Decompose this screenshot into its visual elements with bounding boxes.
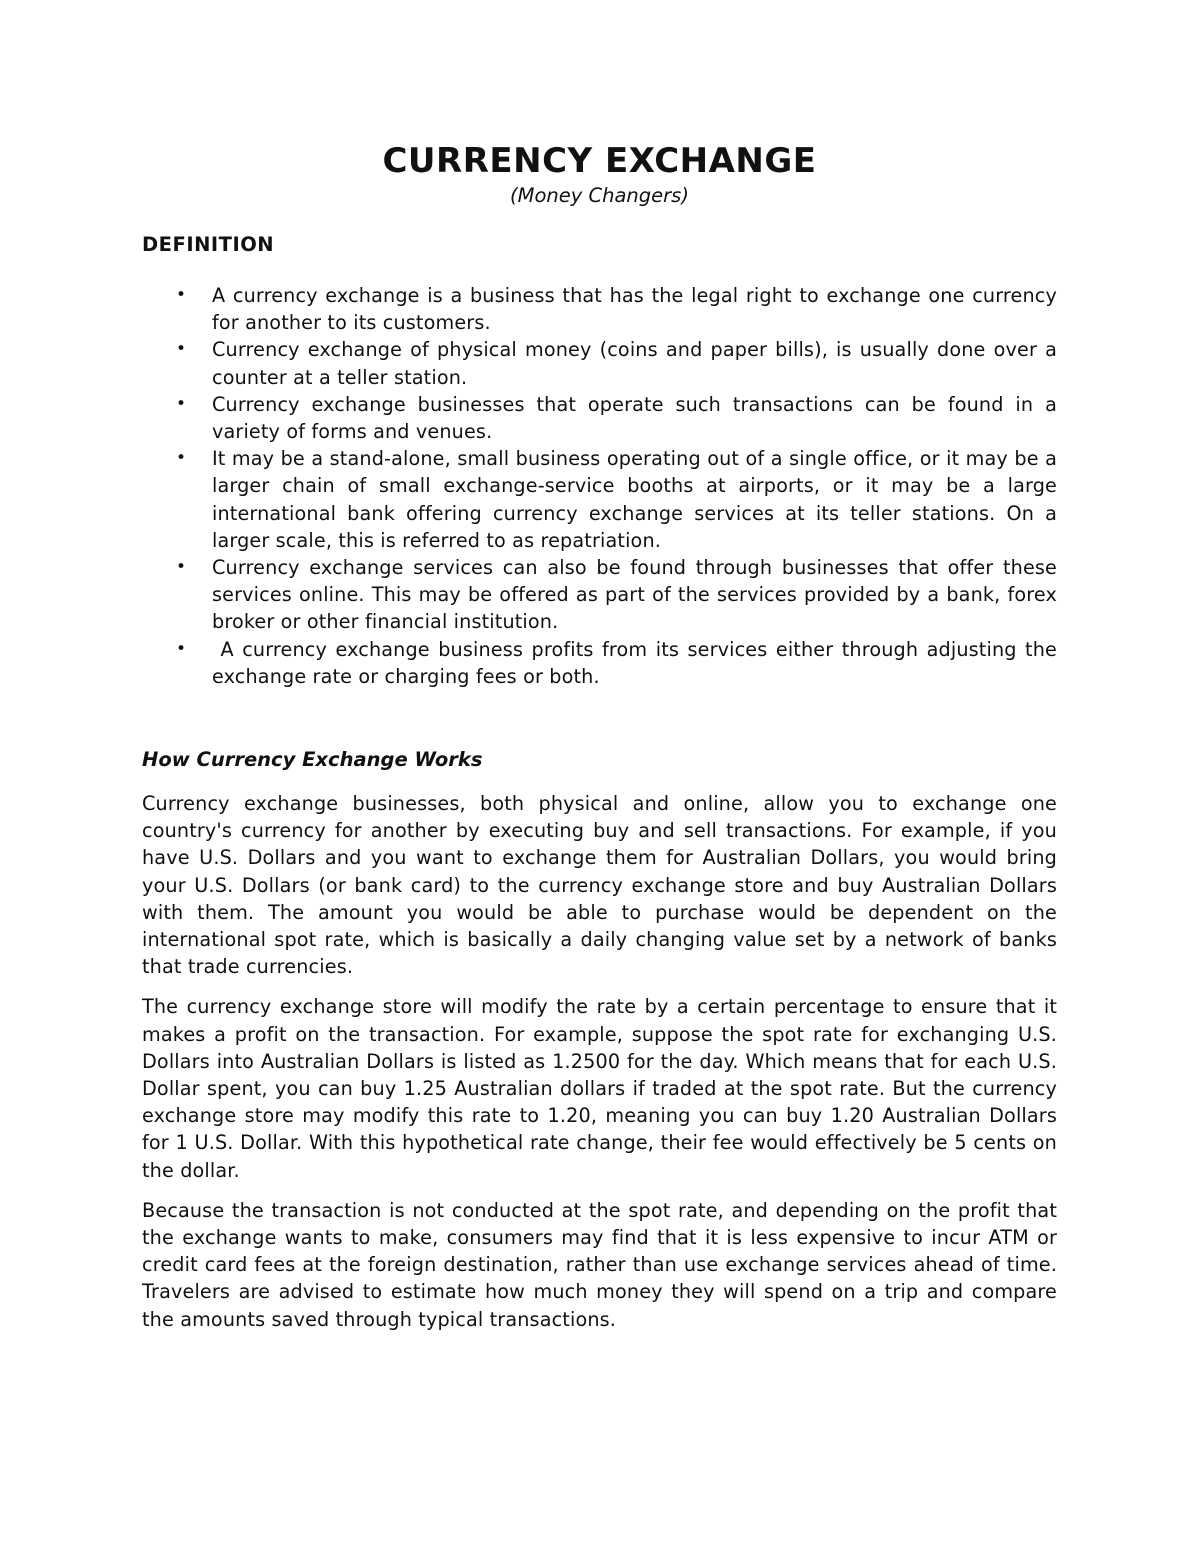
paragraph: Because the transaction is not conducted at the spot rate, and depending on the profit that the exchange wants to make, consumers may find that it is less expensive to incur ATM or credit card fees at the foreign destination, rather than use exchange services ahead of time. Travelers are advised to estimate how much money they will spend on a trip and compare the amounts saved through typical transactions. <box>142 1198 1057 1331</box>
definition-heading: DEFINITION <box>142 233 275 256</box>
list-item <box>142 282 1057 336</box>
paragraph: The currency exchange store will modify the rate by a certain percentage to ensure that it makes a profit on the transaction. For example, suppose the spot rate for exchanging U.S. Dollars into Australian Dollars is listed as 1.2500 for the day. Which means that for each U.S. Dollar spent, you can buy 1.25 Australian dollars if traded at the spot rate. But the currency exchange store may modify this rate to 1.20, meaning you can buy 1.20 Australian Dollars for 1 U.S. Dollar. With this hypothetical rate change, their fee would effectively be 5 cents on the dollar. <box>142 995 1057 1182</box>
bullet-icon: • <box>176 448 187 469</box>
paragraph: Currency exchange businesses, both physical and online, allow you to exchange one country's currency for another by executing buy and sell transactions. For example, if you have U.S. Dollars and you want to exchange them for Australian Dollars, you would bring your U.S. Dollars (or bank card) to the currency exchange store and buy Australian Dollars with them. The amount you would be able to purchase would be dependent on the international spot rate, which is basically a daily changing value set by a network of banks that trade currencies. <box>142 792 1057 979</box>
bullet-icon: • <box>176 393 187 414</box>
bullet-icon: • <box>176 557 187 578</box>
bullet-text: Currency exchange services can also be found through businesses that offer these services online. This may be offered as part of the services provided by a bank, forex broker or other financial institution. <box>212 556 1057 634</box>
list-item <box>142 445 1057 554</box>
document-page <box>142 0 1064 1553</box>
bullet-icon: • <box>176 285 187 305</box>
how-it-works-heading: How Currency Exchange Works <box>142 748 483 771</box>
bullet-text: A currency exchange business profits from its services either through adjusting the exchange rate or charging fees or both. <box>212 637 1064 688</box>
bullet-text: Currency exchange of physical money (coins and paper bills), is usually done over a counter at a teller station. <box>212 338 1057 389</box>
list-item <box>142 336 1057 390</box>
bullet-text: A currency exchange is a business that has the legal right to exchange one currency for another to its customers. <box>212 284 1057 335</box>
bullet-icon: • <box>176 339 187 360</box>
definition-list <box>142 282 1064 690</box>
document-title: CURRENCY EXCHANGE <box>382 141 817 181</box>
document-subtitle: (Money Changers) <box>510 184 689 207</box>
bullet-icon: • <box>176 638 187 659</box>
list-item <box>142 554 1057 636</box>
body-text <box>142 790 1057 1346</box>
bullet-text: Currency exchange businesses that operate such transactions can be found in a variety of forms and venues. <box>212 392 1057 444</box>
list-item <box>142 636 1064 690</box>
bullet-text: It may be a stand-alone, small business operating out of a single office, or it may be a larger chain of small exchange-service booths at airports, or it may be a large international bank offering currency exchange services at its teller stations. On a larger scale, this is referred to as repatriation. <box>212 447 1057 552</box>
list-item <box>142 391 1057 445</box>
